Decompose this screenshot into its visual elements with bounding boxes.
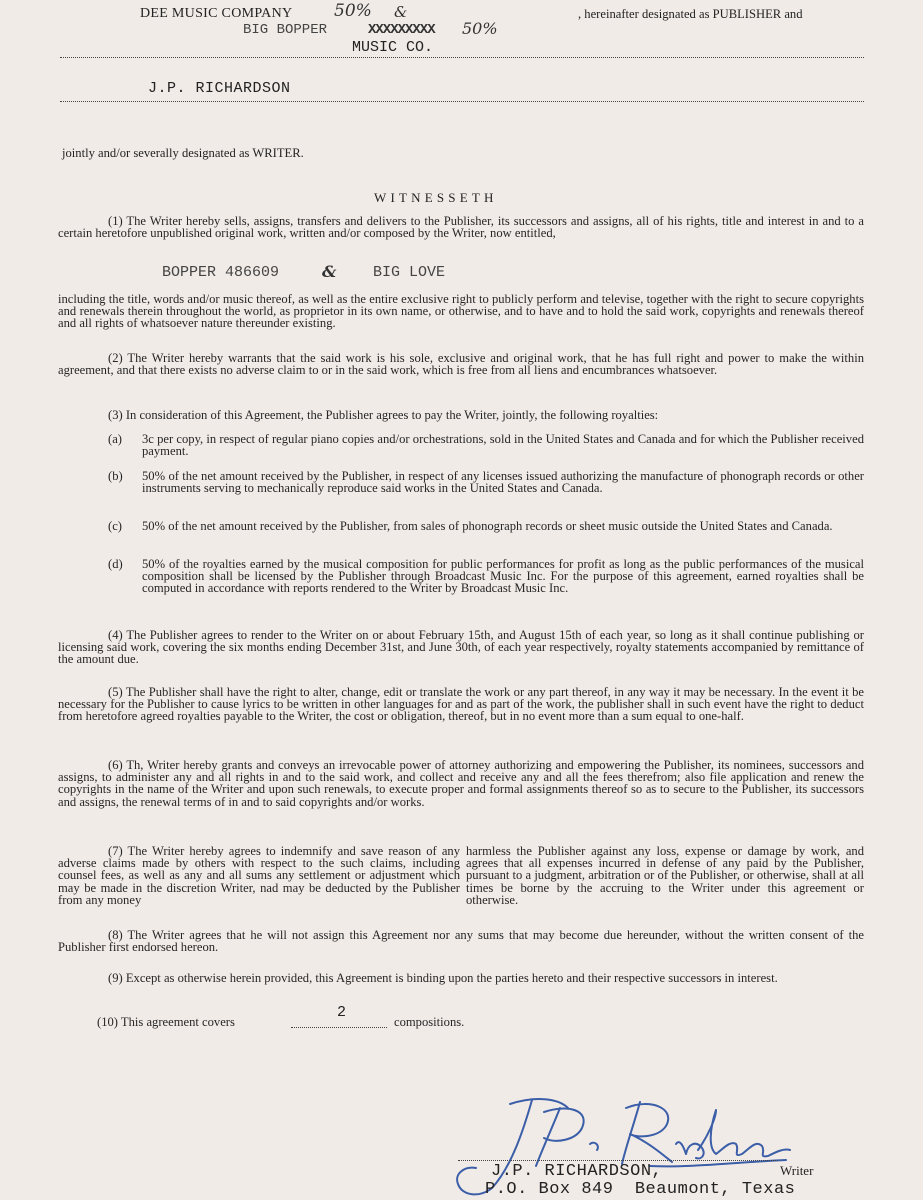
composition-count-line: [291, 1027, 387, 1028]
clause-3a-text: 3c per copy, in respect of regular piano copies and/or orchestrations, sold in the United States and Canada and for which the Publisher received payment.: [142, 432, 864, 459]
clause-10-suffix: compositions.: [394, 1015, 465, 1029]
publisher-designation: , hereinafter designated as PUBLISHER and: [578, 7, 803, 21]
signer-name: J.P. RICHARDSON,: [491, 1162, 663, 1181]
writer-dotted-line: [60, 101, 864, 102]
publisher-share-handwritten: 50%: [334, 1, 372, 21]
clause-3c-text: 50% of the net amount received by the Publisher, from sales of phonograph records or sheet music outside the United States and Canada.: [142, 519, 833, 533]
clause-3: (3) In consideration of this Agreement, the Publisher agrees to pay the Writer, jointly, the following royalties:: [108, 408, 659, 422]
work-ampersand: &: [322, 262, 337, 281]
signer-role: Writer: [780, 1163, 814, 1178]
clause-8: (8) The Writer agrees that he will not assign this Agreement nor any sums that may become due hereunder, without the written consent of the Publisher first endorsed hereon.: [58, 928, 864, 955]
publisher-company: DEE MUSIC COMPANY: [140, 6, 293, 21]
clause-9: (9) Except as otherwise herein provided, this Agreement is binding upon the parties hereto and their respective successors in interest.: [108, 971, 778, 985]
signature-dotted-line: [458, 1160, 778, 1161]
clause-10-prefix: (10) This agreement covers: [97, 1015, 235, 1029]
clause-4: (4) The Publisher agrees to render to the Writer on or about February 15th, and August 15th of each year, so long as it shall continue publishing or licensing said work, covering the six months ending December 31st, and June 30th, of each year respectively, royalty statements accompanied by remittance of the amount due.: [58, 628, 864, 667]
work-title-2: BIG LOVE: [373, 264, 446, 281]
clause-3c-label: (c): [108, 519, 122, 533]
writer-designation: jointly and/or severally designated as WRITER.: [62, 146, 304, 160]
clause-3d-text: 50% of the royalties earned by the musical composition for public performances for profit as long as the public performances of the musical composition shall be licensed by the Publisher through Broadcast Music Inc. For the purpose of this agreement, earned royalties shall be computed in accordance with reports rendered to the Writer by Broadcast Music Inc.: [142, 557, 864, 596]
clause-3d-label: (d): [108, 557, 123, 571]
title-witnesseth: WITNESSETH: [374, 190, 498, 205]
composition-count: 2: [337, 1004, 347, 1021]
signer-address: P.O. Box 849 Beaumont, Texas: [485, 1180, 796, 1199]
struck-out-text: XXXXXXXXX: [368, 22, 435, 38]
clause-1: (1) The Writer hereby sells, assigns, transfers and delivers to the Publisher, its successors and assigns, all of his rights, title and interest in and to a certain heretofore unpublished original work, written and/or composed by the Writer, now entitled,: [58, 214, 864, 241]
clause-1-continued: including the title, words and/or music thereof, as well as the entire exclusive right to publicly perform and televise, together with the right to secure copyrights and renewals therein throughout the world, as proprietor in its own name, or otherwise, and to have and to hold the said work, copyrights and renewals thereof and all rights of whatsoever nature thereunder existing.: [58, 292, 864, 331]
clause-3a-label: (a): [108, 432, 122, 446]
clause-2: (2) The Writer hereby warrants that the said work is his sole, exclusive and original work, that he has full right and power to make the within agreement, and that there exists no adverse claim to or in the said work, which is free from all liens and encumbrances whatsoever.: [58, 351, 864, 378]
clause-5: (5) The Publisher shall have the right to alter, change, edit or translate the work or any part thereof, in any way it may be necessary. In the event it be necessary for the Publisher to cause lyrics to be written in other languages for and as part of the work, the publisher shall in such event have the right to deduct from heretofore agreed royalties payable to the Writer, the cost or obligation, thereof, but in no event more than a sum equal to one-half.: [58, 685, 864, 724]
clause-3b-text: 50% of the net amount received by the Publisher, in respect of any licenses issued authorizing the manufacture of phonograph records or other instruments serving to mechanically reproduce said works in the United States and Canada.: [142, 469, 864, 496]
co-publisher-line-1: BIG BOPPER: [243, 22, 328, 38]
co-publisher-line-2: MUSIC CO.: [352, 39, 434, 56]
clause-7-left-column: (7) The Writer hereby agrees to indemnify and save reason of any adverse claims made by others with respect to the such claims, including counsel fees, as well as any and all sums any settlement or adjustment which may be made in the discretion Writer, nad may be deducted by the Publisher from any money: [58, 844, 460, 907]
clause-6: (6) Th, Writer hereby grants and conveys an irrevocable power of attorney authorizing and empowering the Publisher, its nominees, successors and assigns, to administer any and all rights in and to the said work, and collect and receive any and all the fees therefrom; also file application and renew the copyrights in the name of the Writer and upon such renewals, to execute proper and formal assignments thereof so as to secure to the Publisher, its successors and assigns, the renewal terms of in and to said copyrights and/or works.: [58, 758, 864, 809]
co-publisher-share-handwritten: 50%: [462, 19, 498, 38]
signature-text: [470, 1180, 478, 1181]
clause-3b-label: (b): [108, 469, 123, 483]
ampersand-handwritten: &: [394, 3, 408, 21]
work-title-1: BOPPER 486609: [162, 264, 280, 281]
publisher-dotted-line: [60, 57, 864, 58]
writer-name-typed: J.P. RICHARDSON: [148, 80, 291, 97]
clause-7-right-column: harmless the Publisher against any loss, expense or damage by work, and agrees that all expenses incurred in defense of any paid by the Publisher, pursuant to a judgment, arbitration or of the Publisher, or otherwise, shall at all times be borne by the accruing to the Writer under this agreement or otherwise.: [466, 844, 864, 907]
